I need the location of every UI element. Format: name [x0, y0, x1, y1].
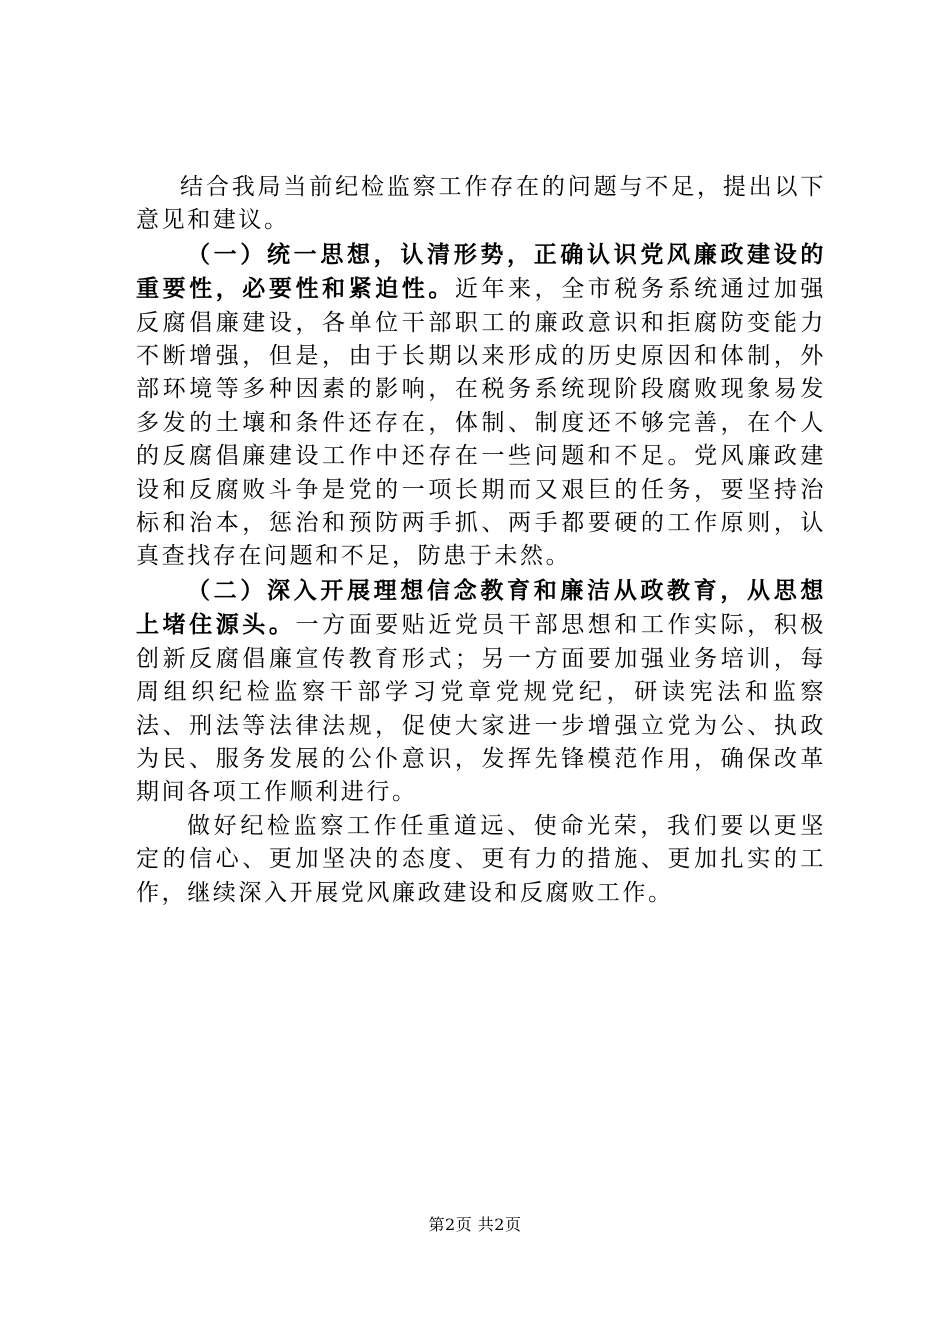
section-heading: （二）深入开展理想信念教育和廉洁从政教育，从思想上堵住源头。 [136, 576, 826, 639]
paragraph-section-1 [136, 238, 826, 574]
paragraph-intro [136, 171, 826, 238]
paragraph-text: 结合我局当前纪检监察工作存在的问题与不足，提出以下意见和建议。 [136, 174, 826, 234]
paragraph-text: 做好纪检监察工作任重道远、使命光荣，我们要以更坚定的信心、更加坚决的态度、更有力的措施、更加扎实的工作，继续深入开展党风廉政建设和反腐败工作。 [136, 812, 826, 906]
paragraph-text: 近年来，全市税务系统通过加强反腐倡廉建设，各单位干部职工的廉政意识和拒腐防变能力不断增强，但是，由于长期以来形成的历史原因和体制，外部环境等多种因素的影响，在税务系统现阶段腐败现象易发多发的土壤和条件还存在，体制、制度还不够完善，在个人的反腐倡廉建设工作中还存在一些问题和不足。党风廉政建设和反腐败斗争是党的一项长期而又艰巨的任务，要坚持治标和治本，惩治和预防两手抓、两手都要硬的工作原则，认真查找存在问题和不足，防患于未然。 [136, 276, 827, 570]
paragraph-conclusion [136, 810, 826, 910]
paragraph-text: 一方面要贴近党员干部思想和工作实际，积极创新反腐倡廉宣传教育形式；另一方面要加强业务培训，每周组织纪检监察干部学习党章党规党纪，研读宪法和监察法、刑法等法律法规，促使大家进一步增强立党为公、执政为民、服务发展的公仆意识，发挥先锋模范作用，确保改革期间各项工作顺利进行。 [136, 612, 827, 806]
section-heading: （一）统一思想，认清形势，正确认识党风廉政建设的重要性，必要性和紧迫性。 [136, 240, 826, 303]
paragraph-section-2 [136, 574, 826, 810]
document-body [136, 171, 826, 910]
page-number-footer: 第2页 共2页 [428, 1215, 522, 1234]
